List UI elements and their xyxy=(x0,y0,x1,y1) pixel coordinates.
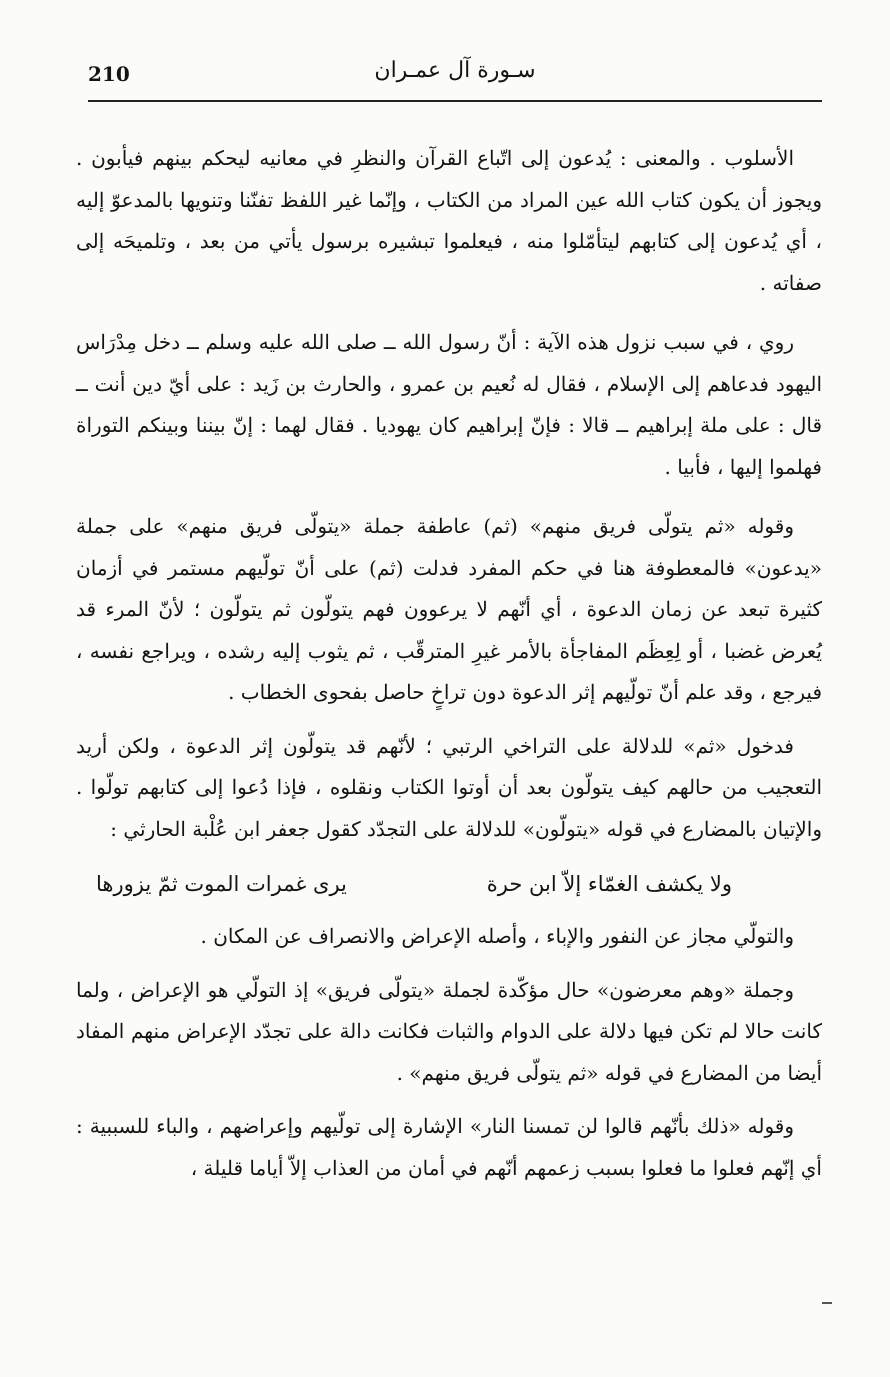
poetry-verse xyxy=(76,864,822,904)
page-header xyxy=(88,52,822,102)
page-number: 210 xyxy=(88,62,130,86)
paragraph: والتولّي مجاز عن النفور والإباء ، وأصله الإعراض والانصراف عن المكان . xyxy=(200,924,794,948)
paragraph: وقوله «ثم يتولّى فريق منهم» (ثم) عاطفة جملة «يتولّى فريق منهم» على جملة «يدعون» فالمعطوفة هنا في حكم المفرد فدلت (ثم) على أنّ تولّيهم مستمر في أزمان كثيرة تبعد عن زمان الدعوة ، أي أنّهم لا يرعوون فهم يتولّون ثم يتولّون ؛ لأنّ المرء قد يُعرض غضبا ، أو لِعِظَم المفاجأة بالأمر غيرِ المترقّب ، ثم يثوب إليه رشده ، ويراجع نفسه ، فيرجع ، وقد علم أنّ تولّيهم إثر الدعوة دون تراخٍ حاصل بفحوى الخطاب . xyxy=(76,514,822,704)
verse-left-hemistich: يرى غمرات الموت ثمّ يزورها xyxy=(96,872,347,896)
paragraph: الأسلوب . والمعنى : يُدعون إلى اتّباع القرآن والنظرِ في معانيه ليحكم بينهم فيأبون . ويجوز أن يكون كتاب الله عين المراد من الكتاب ، وإنّما غير اللفظ تفنّنا وتنويها بالمدعوّ إليه ، أي يُدعون إلى كتابهم ليتأمّلوا منه ، فيعلموا تبشيره برسول يأتي من بعد ، وتلميحَه إلى صفاته . xyxy=(76,146,822,295)
paragraph: وقوله «ذلك بأنّهم قالوا لن تمسنا النار» الإشارة إلى تولّيهم وإعراضهم ، والباء للسببية : أي إنّهم فعلوا ما فعلوا بسبب زعمهم أنّهم في أمان من العذاب إلاّ أياما قليلة ، xyxy=(76,1114,822,1180)
running-title: سـورة آل عمـران xyxy=(374,58,536,83)
page-body xyxy=(76,138,822,1189)
paragraph: وجملة «وهم معرضون» حال مؤكّدة لجملة «يتولّى فريق» إذ التولّي هو الإعراض ، ولما كانت حالا لم تكن فيها دلالة على الدوام والثبات فكانت دالة على تجدّد الإعراض منهم المفاد أيضا من المضارع في قوله «ثم يتولّى فريق منهم» . xyxy=(76,977,822,1085)
paragraph: روي ، في سبب نزول هذه الآية : أنّ رسول الله ــ صلى الله عليه وسلم ــ دخل مِدْرَاس اليهود فدعاهم إلى الإسلام ، فقال له نُعيم بن عمرو ، والحارث بن زَيد : على أيّ دين أنت ــ قال : على ملة إبراهيم ــ قالا : فإنّ إبراهيم كان يهوديا . فقال لهما : إنّ بيننا وبينكم التوراة فهلموا إليها ، فأبيا . xyxy=(76,330,822,479)
verse-right-hemistich: ولا يكشف الغمّاء إلاّ ابن حرة xyxy=(486,872,732,896)
margin-mark xyxy=(822,1302,832,1304)
paragraph: فدخول «ثم» للدلالة على التراخي الرتبي ؛ لأنّهم قد يتولّون إثر الدعوة ، ولكن أريد التعجيب من حالهم كيف يتولّون بعد أن أوتوا الكتاب ونقلوه ، فإذا دُعوا إلى كتابهم تولّوا . والإتيان بالمضارع في قوله «يتولّون» للدلالة على التجدّد كقول جعفر ابن عُلْبة الحارثي : xyxy=(76,733,822,841)
